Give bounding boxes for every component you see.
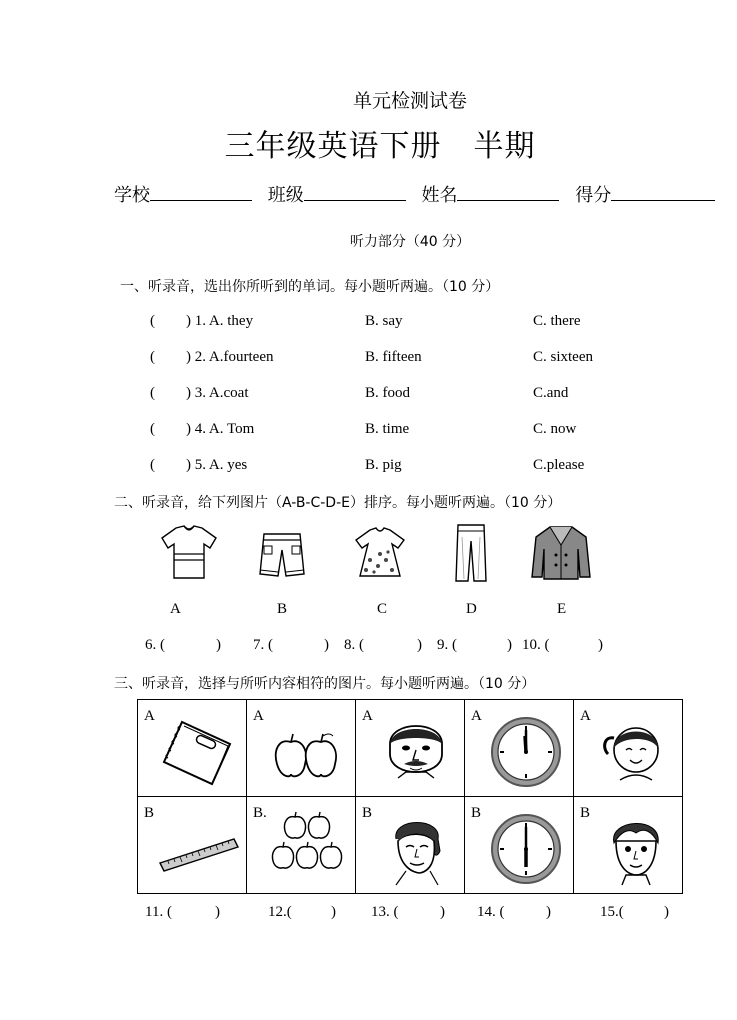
page-title xyxy=(0,121,737,165)
option-a: ) 1. A. they xyxy=(186,313,254,329)
option-a: ) 5. A. yes xyxy=(186,457,248,473)
picture-label: D xyxy=(466,601,477,617)
cell-label: A xyxy=(144,708,155,724)
answer-7-close: ) xyxy=(324,637,329,653)
grid-cell[interactable] xyxy=(138,797,247,894)
cell-label: B xyxy=(580,805,591,821)
boy-face-icon xyxy=(594,811,676,887)
grid-cell[interactable] xyxy=(465,797,574,894)
tshirt-icon xyxy=(158,524,220,582)
option-c: C.and xyxy=(533,385,569,401)
option-c: C. sixteen xyxy=(533,349,593,365)
option-b: B. food xyxy=(365,385,410,401)
cell-label: B. xyxy=(253,805,267,821)
man-face-icon xyxy=(376,714,458,790)
grid-cell[interactable] xyxy=(574,700,683,797)
cell-label: A xyxy=(580,708,591,724)
five-apples-icon xyxy=(267,811,349,887)
subtitle: 单元检测试卷 xyxy=(352,90,467,112)
grid-row-a xyxy=(138,700,683,797)
answer-14-close: ) xyxy=(546,904,551,920)
option-b: B. say xyxy=(365,313,403,329)
grid-cell[interactable] xyxy=(247,797,356,894)
option-c: C. now xyxy=(533,421,577,437)
pants-icon xyxy=(452,523,490,583)
grid-cell[interactable] xyxy=(247,700,356,797)
shorts-icon xyxy=(256,530,308,580)
answer-paren[interactable]: ( xyxy=(150,457,155,473)
answer-13-close: ) xyxy=(440,904,445,920)
option-c: C. there xyxy=(533,313,581,329)
option-a: ) 4. A. Tom xyxy=(186,421,255,437)
clock-six-icon xyxy=(485,811,567,887)
answer-6-close: ) xyxy=(216,637,221,653)
cell-label: A xyxy=(253,708,264,724)
option-a: ) 3. A.coat xyxy=(186,385,249,401)
answer-15-open[interactable]: 15.( xyxy=(600,904,624,920)
grid-cell[interactable] xyxy=(465,700,574,797)
section1-title: 一、听录音，选出你所听到的单词。每小题听两遍。（10 分） xyxy=(120,279,500,295)
ruler-icon xyxy=(158,811,240,887)
option-b: B. fifteen xyxy=(365,349,422,365)
cell-label: B xyxy=(144,805,155,821)
woman-face-icon xyxy=(376,811,458,887)
grid-cell[interactable] xyxy=(356,700,465,797)
answer-15-close: ) xyxy=(664,904,669,920)
option-b: B. time xyxy=(365,421,410,437)
cell-label: A xyxy=(471,708,482,724)
cell-label: A xyxy=(362,708,373,724)
class-field[interactable]: 班级 xyxy=(268,181,406,207)
clock-twelve-icon xyxy=(485,714,567,790)
answer-9-open[interactable]: 9. ( xyxy=(437,637,457,653)
notebook-icon xyxy=(158,714,240,790)
picture-label: E xyxy=(557,601,567,617)
title-main: 三年级英语下册 xyxy=(224,129,442,164)
picture-label: B xyxy=(277,601,288,617)
answer-10-close: ) xyxy=(598,637,603,653)
girl-face-icon xyxy=(594,714,676,790)
score-field[interactable]: 得分 xyxy=(575,181,715,207)
grid-cell[interactable] xyxy=(138,700,247,797)
answer-11-close: ) xyxy=(215,904,220,920)
school-field[interactable]: 学校 xyxy=(114,181,252,207)
answer-paren[interactable]: ( xyxy=(150,349,155,365)
answer-paren[interactable]: ( xyxy=(150,313,155,329)
listening-part-title: 听力部分（40 分） xyxy=(349,234,471,250)
grid-row-b xyxy=(138,797,683,894)
section2-title: 二、听录音，给下列图片（A-B-C-D-E）排序。每小题听两遍。（10 分） xyxy=(114,495,562,511)
answer-paren[interactable]: ( xyxy=(150,421,155,437)
answer-12-open[interactable]: 12.( xyxy=(268,904,292,920)
answer-paren[interactable]: ( xyxy=(150,385,155,401)
grid-cell[interactable] xyxy=(356,797,465,894)
picture-grid xyxy=(137,699,683,894)
answer-7-open[interactable]: 7. ( xyxy=(253,637,273,653)
answer-14-open[interactable]: 14. ( xyxy=(477,904,505,920)
name-field[interactable]: 姓名 xyxy=(421,181,559,207)
picture-label: C xyxy=(377,601,388,617)
two-apples-icon xyxy=(267,714,349,790)
blouse-icon xyxy=(350,526,410,580)
student-info-row xyxy=(114,181,715,207)
answer-11-open[interactable]: 11. ( xyxy=(145,904,172,920)
answer-8-close: ) xyxy=(417,637,422,653)
title-side: 半期 xyxy=(473,129,536,164)
answer-9-close: ) xyxy=(507,637,512,653)
option-b: B. pig xyxy=(365,457,402,473)
answer-12-close: ) xyxy=(331,904,336,920)
coat-icon xyxy=(530,525,592,581)
section3-title: 三、听录音，选择与所听内容相符的图片。每小题听两遍。（10 分） xyxy=(114,676,536,692)
cell-label: B xyxy=(471,805,482,821)
option-a: ) 2. A.fourteen xyxy=(186,349,274,365)
answer-10-open[interactable]: 10. ( xyxy=(522,637,550,653)
cell-label: B xyxy=(362,805,373,821)
answer-6-open[interactable]: 6. ( xyxy=(145,637,165,653)
picture-label: A xyxy=(170,601,181,617)
answer-8-open[interactable]: 8. ( xyxy=(344,637,364,653)
grid-cell[interactable] xyxy=(574,797,683,894)
answer-13-open[interactable]: 13. ( xyxy=(371,904,399,920)
option-c: C.please xyxy=(533,457,585,473)
